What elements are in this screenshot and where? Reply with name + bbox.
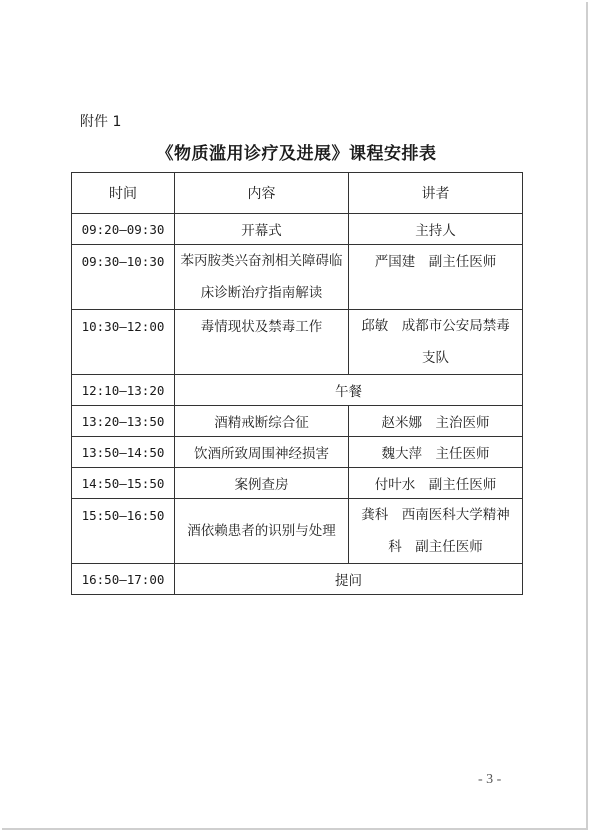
qa-cell: 提问 (175, 564, 523, 595)
column-header-content: 内容 (175, 173, 349, 214)
table-row (72, 310, 523, 375)
time-cell: 13:50—14:50 (72, 437, 175, 468)
time-cell: 14:50—15:50 (72, 468, 175, 499)
time-cell: 12:10—13:20 (72, 375, 175, 406)
table-row (72, 468, 523, 499)
time-cell: 16:50—17:00 (72, 564, 175, 595)
table-row (72, 406, 523, 437)
table-row (72, 564, 523, 595)
column-header-speaker: 讲者 (349, 173, 523, 214)
content-cell: 酒精戒断综合征 (175, 406, 349, 437)
table-row (72, 499, 523, 564)
content-cell: 毒情现状及禁毒工作 (175, 310, 349, 375)
table-row (72, 437, 523, 468)
page-number: - 3 - (478, 772, 502, 787)
time-cell: 09:30—10:30 (72, 245, 175, 310)
schedule-table (71, 172, 523, 595)
content-cell: 苯丙胺类兴奋剂相关障碍临床诊断治疗指南解读 (175, 245, 349, 310)
speaker-cell: 魏大萍 主任医师 (349, 437, 523, 468)
speaker-cell: 严国建 副主任医师 (349, 245, 523, 310)
content-cell: 开幕式 (175, 214, 349, 245)
speaker-cell: 付叶水 副主任医师 (349, 468, 523, 499)
speaker-cell: 邱敏 成都市公安局禁毒支队 (349, 310, 523, 375)
table-row (72, 245, 523, 310)
time-cell: 13:20—13:50 (72, 406, 175, 437)
time-cell: 09:20—09:30 (72, 214, 175, 245)
speaker-cell: 赵米娜 主治医师 (349, 406, 523, 437)
time-cell: 15:50—16:50 (72, 499, 175, 564)
page-title: 《物质滥用诊疗及进展》课程安排表 (156, 144, 437, 164)
speaker-cell: 龚科 西南医科大学精神科 副主任医师 (349, 499, 523, 564)
speaker-cell: 主持人 (349, 214, 523, 245)
column-header-time: 时间 (72, 173, 175, 214)
content-cell: 饮酒所致周围神经损害 (175, 437, 349, 468)
table-row (72, 375, 523, 406)
content-cell: 案例查房 (175, 468, 349, 499)
content-cell: 酒依赖患者的识别与处理 (175, 499, 349, 564)
table-header-row (72, 173, 523, 214)
lunch-cell: 午餐 (175, 375, 523, 406)
time-cell: 10:30—12:00 (72, 310, 175, 375)
table-row (72, 214, 523, 245)
attachment-label: 附件 1 (80, 114, 122, 130)
